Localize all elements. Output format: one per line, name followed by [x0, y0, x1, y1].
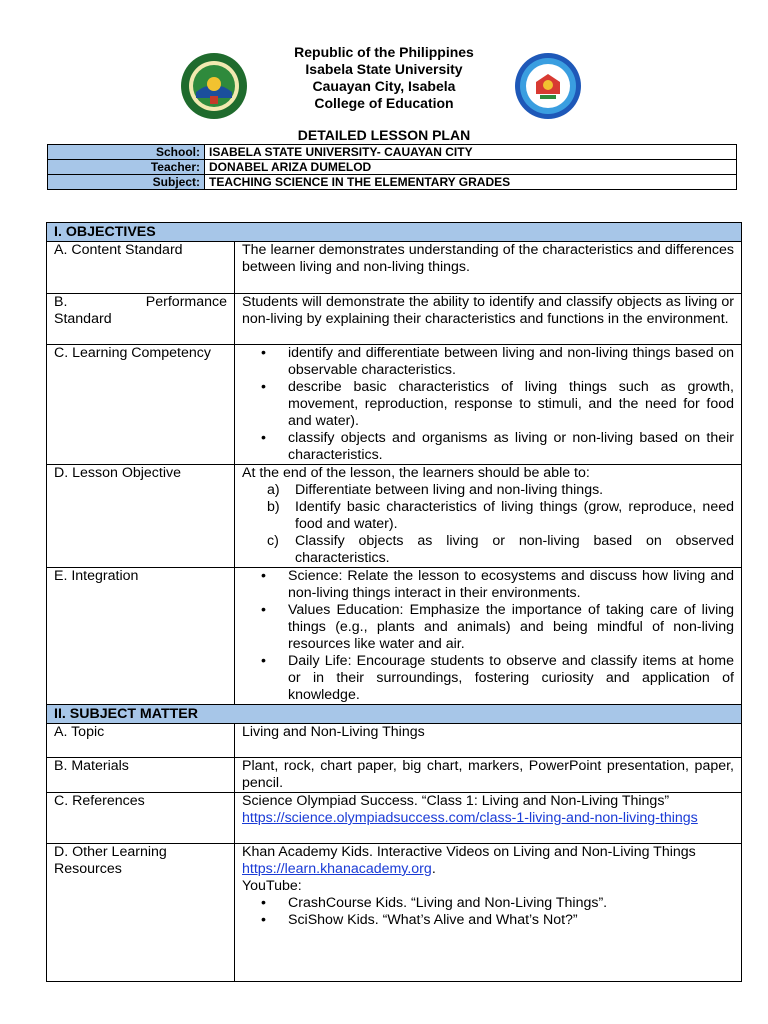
row-label: E. Integration [47, 568, 235, 705]
list-marker: b) [267, 499, 280, 515]
row-label: D. Lesson Objective [47, 465, 235, 568]
list-item-text: Classify objects as living or non-living based on observed characteristics. [295, 533, 734, 566]
row-content: Plant, rock, chart paper, big chart, markers, PowerPoint presentation, paper, pencil. [235, 758, 742, 793]
label-part: Standard [54, 311, 112, 327]
row-content [235, 568, 742, 705]
info-row-subject [48, 175, 737, 190]
row-content: Students will demonstrate the ability to identify and classify objects as living or non-living by explaining their characteristics and functions in the environment. [235, 294, 742, 345]
resource-link[interactable]: https://learn.khanacademy.org [242, 861, 432, 877]
row-label: A. Content Standard [47, 242, 235, 294]
row-lesson-objective [47, 465, 742, 568]
bullet-icon: • [261, 430, 266, 446]
label-part: B. [54, 294, 68, 310]
info-label: Teacher: [48, 160, 205, 175]
info-row-school [48, 145, 737, 160]
youtube-label: YouTube: [242, 878, 302, 894]
list-item-text: SciShow Kids. “What’s Alive and What’s Not?” [288, 912, 578, 928]
list-item [242, 912, 734, 929]
section-header-objectives [47, 223, 742, 242]
row-content [235, 844, 742, 982]
list-item [242, 430, 734, 464]
section-title: I. OBJECTIVES [47, 223, 742, 242]
row-materials [47, 758, 742, 793]
list-item [242, 379, 734, 430]
competency-list [242, 345, 734, 464]
list-item-text: classify objects and organisms as living or non-living based on their characteristics. [288, 430, 734, 463]
info-value: DONABEL ARIZA DUMELOD [205, 160, 737, 175]
resource-text: Khan Academy Kids. Interactive Videos on Living and Non-Living Things [242, 844, 696, 860]
bullet-icon: • [261, 602, 266, 618]
link-suffix: . [431, 861, 436, 877]
row-references [47, 793, 742, 844]
row-content [235, 345, 742, 465]
row-content-standard [47, 242, 742, 294]
row-performance-standard [47, 294, 742, 345]
row-learning-competency [47, 345, 742, 465]
bullet-icon: • [261, 912, 266, 928]
list-item-text: Identify basic characteristics of living things (grow, reproduce, need food and water). [295, 499, 734, 532]
bullet-icon: • [261, 568, 266, 584]
info-table [47, 144, 737, 190]
youtube-list [242, 895, 734, 929]
row-label: B. Materials [47, 758, 235, 793]
lesson-plan-table [46, 222, 742, 982]
info-label: School: [48, 145, 205, 160]
list-item [242, 533, 734, 567]
list-item [242, 653, 734, 704]
list-item-text: Daily Life: Encourage students to observe and classify items at home or in their surroundings, fostering curiosity and application of knowledge. [288, 653, 734, 703]
row-topic [47, 724, 742, 758]
list-item [242, 602, 734, 653]
resource-link-line [242, 861, 734, 878]
section-title: II. SUBJECT MATTER [47, 705, 742, 724]
document-header [0, 0, 768, 143]
row-label: C. Learning Competency [47, 345, 235, 465]
section-header-subject-matter [47, 705, 742, 724]
list-item [242, 568, 734, 602]
objective-list [242, 482, 734, 567]
college-name: College of Education [314, 95, 454, 111]
list-marker: c) [267, 533, 279, 549]
list-item [242, 345, 734, 379]
row-label [47, 294, 235, 345]
list-item-text: describe basic characteristics of living things such as growth, movement, reproduction, response to stimuli, and the need for food and water). [288, 379, 734, 429]
list-item [242, 895, 734, 912]
info-label: Subject: [48, 175, 205, 190]
country-name: Republic of the Philippines [294, 44, 474, 60]
city-name: Cauayan City, Isabela [312, 78, 456, 94]
label-part: Performance [145, 294, 227, 310]
bullet-icon: • [261, 345, 266, 361]
list-item [242, 499, 734, 533]
bullet-icon: • [261, 653, 266, 669]
list-item [242, 482, 734, 499]
row-integration [47, 568, 742, 705]
row-content [235, 793, 742, 844]
reference-text: Science Olympiad Success. “Class 1: Living and Non-Living Things” [242, 793, 670, 809]
row-label: A. Topic [47, 724, 235, 758]
objective-intro: At the end of the lesson, the learners should be able to: [242, 465, 590, 481]
row-content [235, 465, 742, 568]
row-other-resources [47, 844, 742, 982]
document-title: DETAILED LESSON PLAN [297, 127, 471, 143]
university-name: Isabela State University [305, 61, 463, 77]
bullet-icon: • [261, 895, 266, 911]
info-row-teacher [48, 160, 737, 175]
row-content: The learner demonstrates understanding of the characteristics and differences between living and non-living things. [235, 242, 742, 294]
row-label: C. References [47, 793, 235, 844]
list-item-text: Science: Relate the lesson to ecosystems and discuss how living and non-living things interact in their environments. [288, 568, 734, 601]
list-item-text: identify and differentiate between living and non-living things based on observable characteristics. [288, 345, 734, 378]
row-label: D. Other Learning Resources [47, 844, 235, 982]
list-item-text: Values Education: Emphasize the importance of taking care of living things (e.g., plants and animals) and being mindful of non-living resources like water and air. [288, 602, 734, 652]
institution-block [234, 44, 534, 112]
reference-link[interactable]: https://science.olympiadsuccess.com/class-1-living-and-non-living-things [242, 810, 698, 826]
row-content: Living and Non-Living Things [235, 724, 742, 758]
bullet-icon: • [261, 379, 266, 395]
integration-list [242, 568, 734, 704]
list-item-text: Differentiate between living and non-living things. [295, 482, 604, 498]
info-value: TEACHING SCIENCE IN THE ELEMENTARY GRADES [205, 175, 737, 190]
list-item-text: CrashCourse Kids. “Living and Non-Living Things”. [288, 895, 608, 911]
list-marker: a) [267, 482, 280, 498]
info-value: ISABELA STATE UNIVERSITY- CAUAYAN CITY [205, 145, 737, 160]
